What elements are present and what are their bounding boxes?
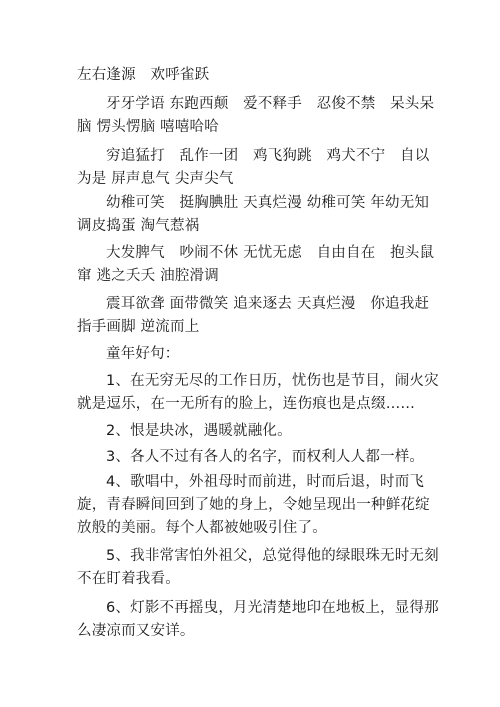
sentence-6: 6、灯影不再摇曳，月光清楚地印在地板上，显得那么凄凉而又安详。: [77, 600, 439, 639]
sentence-1: 1、在无穷无尽的工作日历，忧伤也是节目，闹火灾就是逗乐，在一无所有的脸上，连伤痕也是点缀……: [77, 373, 439, 412]
paragraph-3: 幼稚可笑 挺胸腆肚 天真烂漫 幼稚可笑 年幼无知 调皮捣蛋 淘气惹祸: [77, 195, 430, 234]
paragraph-0: 左右逢源 欢呼雀跃: [77, 67, 210, 83]
paragraph-2: 穷追猛打 乱作一团 鸡飞狗跳 鸡犬不宁 自以为是 屏声息气 尖声尖气: [77, 148, 430, 187]
section-heading: 童年好句：: [106, 346, 180, 362]
sentence-4: 4、歌唱中，外祖母时而前进，时而后退，时而飞旋，青春瞬间回到了她的身上，令她呈现出一种鲜花绽放般的美丽。每个人都被她吸引住了。: [77, 474, 430, 536]
paragraph-1: 牙牙学语 东跑西颠 爱不释手 忍俊不禁 呆头呆脑 愣头愣脑 嘻嘻哈哈: [77, 96, 435, 135]
sentence-2: 2、恨是块冰，遇暖就融化。: [106, 423, 292, 439]
sentence-5: 5、我非常害怕外祖父，总觉得他的绿眼珠无时无刻不在盯着我看。: [77, 548, 439, 587]
paragraph-5: 震耳欲聋 面带微笑 追来逐去 天真烂漫 你追我赶 指手画脚 逆流而上: [77, 296, 444, 335]
paragraph-4: 大发脾气 吵闹不休 无忧无虑 自由自在 抱头鼠窜 逃之夭夭 油腔滑调: [77, 245, 435, 284]
sentence-3: 3、各人不过有各人的名字，而权利人人都一样。: [106, 449, 425, 465]
